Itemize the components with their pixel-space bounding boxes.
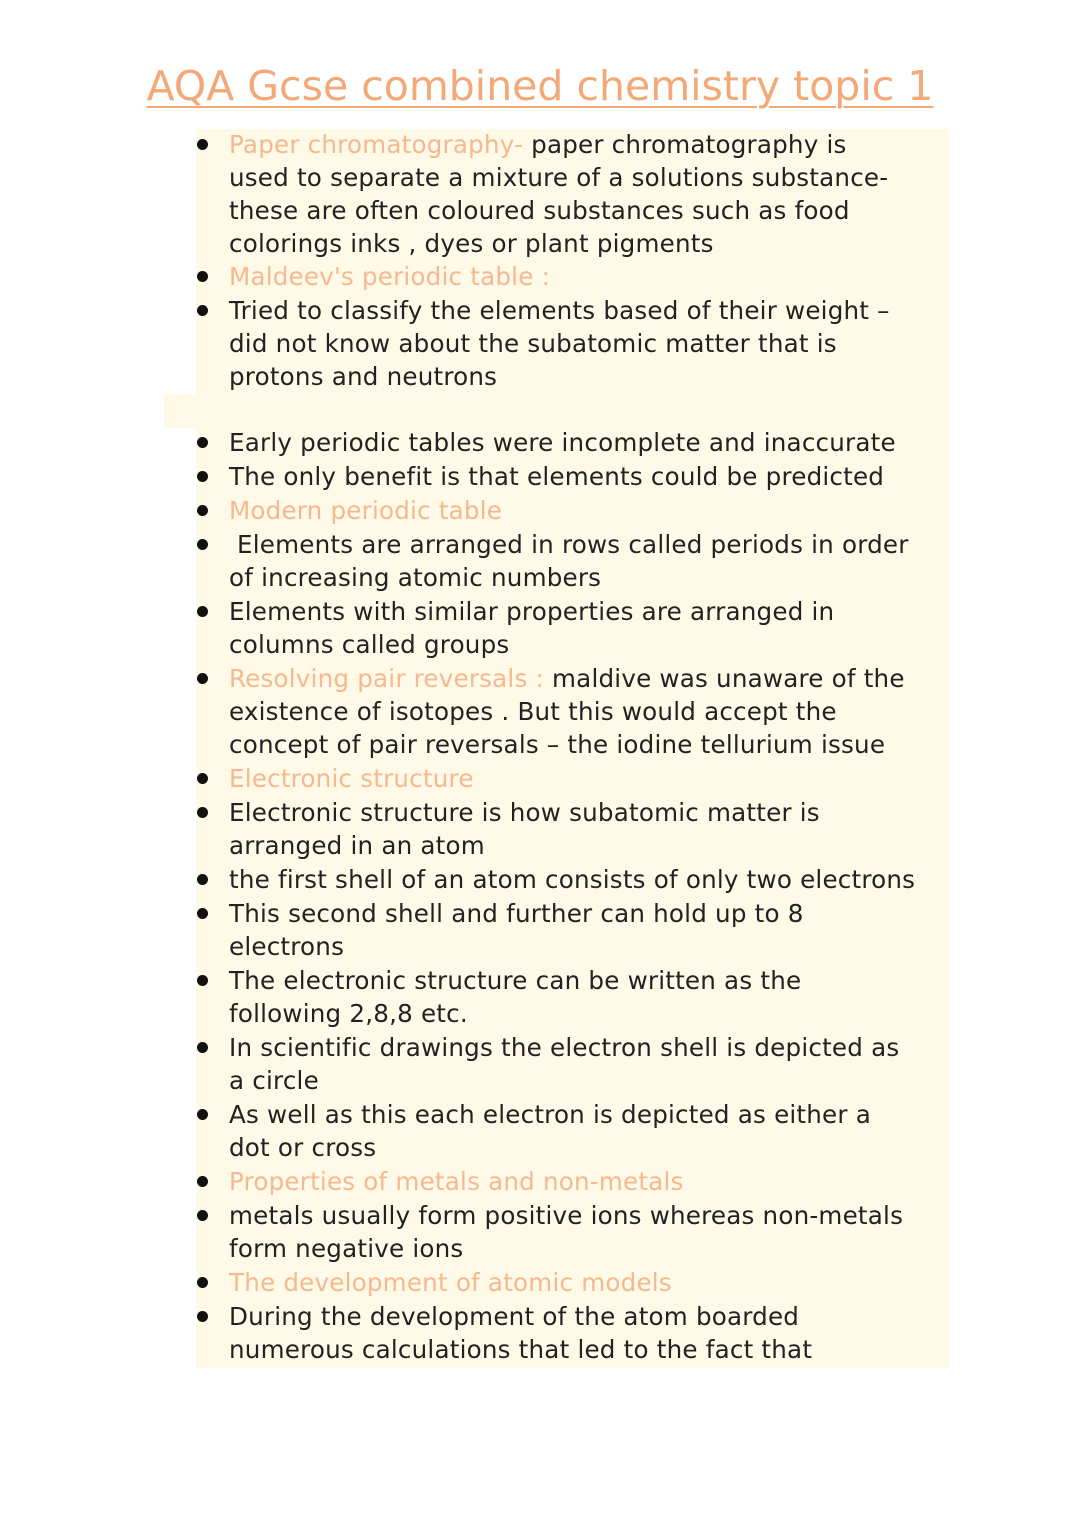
list-item-atomic-models-heading xyxy=(0,1266,959,1299)
list-item-rows-periods xyxy=(0,528,959,594)
list-item-text: numerous calculations that led to the fact that xyxy=(229,1335,813,1364)
list-item-electronic-def xyxy=(0,796,959,862)
subheading-modern-periodic-table: Modern periodic table xyxy=(229,496,503,525)
list-item-text: During the development of the atom boarded xyxy=(229,1302,800,1331)
list-item-text: Electronic structure is how subatomic matter is xyxy=(229,798,820,827)
list-item-text: The only benefit is that elements could be predicted xyxy=(229,462,885,491)
subheading-maldeev: Maldeev's periodic table : xyxy=(229,262,551,291)
list-item-text: columns called groups xyxy=(229,630,510,659)
list-item-text: Elements are arranged in rows called periods in order xyxy=(237,530,909,559)
list-item-maldeev-body xyxy=(0,294,959,393)
list-item-paper-chromatography xyxy=(0,128,959,260)
list-item-text: used to separate a mixture of a solutions substance- xyxy=(229,163,889,192)
list-item-text: form negative ions xyxy=(229,1234,464,1263)
list-item-electronic-heading xyxy=(0,762,959,795)
subheading-atomic-models: The development of atomic models xyxy=(229,1268,672,1297)
page-title: AQA Gcse combined chemistry topic 1 xyxy=(146,62,934,110)
list-item-text: of increasing atomic numbers xyxy=(229,563,602,592)
list-item-text: electrons xyxy=(229,932,345,961)
list-item-text: metals usually form positive ions whereas non-metals xyxy=(229,1201,904,1230)
list-item-second-shell xyxy=(0,897,959,963)
list-item-text: the first shell of an atom consists of only two electrons xyxy=(229,865,916,894)
list-item-early-tables xyxy=(0,426,959,459)
list-item-text: In scientific drawings the electron shell is depicted as xyxy=(229,1033,900,1062)
list-item-text: Elements with similar properties are arranged in xyxy=(229,597,835,626)
list-item-pair-reversals xyxy=(0,662,959,761)
subheading-metals-non-metals: Properties of metals and non-metals xyxy=(229,1167,684,1196)
list-item-text: As well as this each electron is depicted as either a xyxy=(229,1100,871,1129)
list-item-text: arranged in an atom xyxy=(229,831,485,860)
list-item-text: protons and neutrons xyxy=(229,362,498,391)
list-item-columns-groups xyxy=(0,595,959,661)
list-item-development xyxy=(0,1300,959,1366)
list-item-text: existence of isotopes . But this would accept the xyxy=(229,697,837,726)
list-item-first-shell xyxy=(0,863,959,896)
list-item-text: This second shell and further can hold up to 8 xyxy=(229,899,804,928)
list-item-text: dot or cross xyxy=(229,1133,377,1162)
subheading-pair-reversals: Resolving pair reversals : xyxy=(229,664,544,693)
list-item-text: did not know about the subatomic matter that is xyxy=(229,329,837,358)
list-item-text: The electronic structure can be written as the xyxy=(229,966,802,995)
list-item-text: a circle xyxy=(229,1066,319,1095)
list-item-maldeev-heading xyxy=(0,260,959,293)
list-item-dot-cross xyxy=(0,1098,959,1164)
list-item-text: Early periodic tables were incomplete and inaccurate xyxy=(229,428,896,457)
list-item-only-benefit xyxy=(0,460,959,493)
subheading-paper-chromatography: Paper chromatography- xyxy=(229,130,524,159)
list-item-text: Tried to classify the elements based of their weight – xyxy=(229,296,890,325)
list-item-drawings-circle xyxy=(0,1031,959,1097)
list-item-metals-heading xyxy=(0,1165,959,1198)
list-item-text: paper chromatography is xyxy=(523,130,847,159)
list-item-ions xyxy=(0,1199,959,1265)
subheading-electronic-structure: Electronic structure xyxy=(229,764,474,793)
list-item-text: these are often coloured substances such as food xyxy=(229,196,850,225)
list-item-text: following 2,8,8 etc. xyxy=(229,999,468,1028)
list-item-text: colorings inks , dyes or plant pigments xyxy=(229,229,714,258)
list-item-modern-heading xyxy=(0,494,959,527)
list-item-text: maldive was unaware of the xyxy=(544,664,905,693)
list-item-written-as xyxy=(0,964,959,1030)
notes-list xyxy=(0,128,1080,1366)
list-item-text: concept of pair reversals – the iodine tellurium issue xyxy=(229,730,886,759)
